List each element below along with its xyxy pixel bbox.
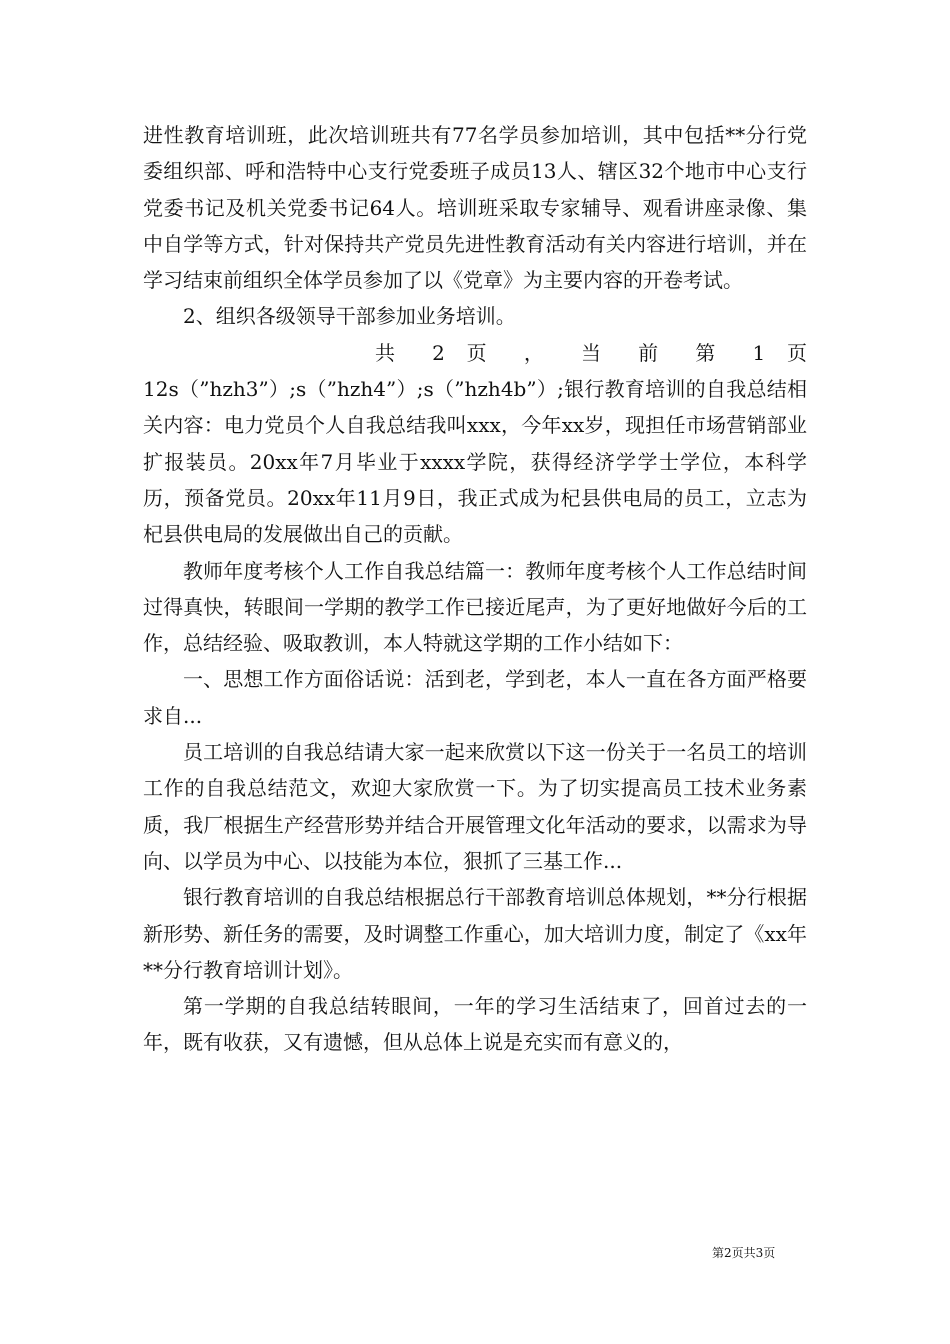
page-count-line — [143, 335, 807, 371]
paragraph: 进性教育培训班，此次培训班共有77名学员参加培训，其中包括**分行党委组织部、呼和浩特中心支行党委班子成员13人、辖区32个地市中心支行党委书记及机关党委书记64人。培训班采取专家辅导、观看讲座录像、集中自学等方式，针对保持共产党员先进性教育活动有关内容进行培训，并在学习结束前组织全体学员参加了以《党章》为主要内容的开卷考试。 — [143, 123, 807, 293]
page-count-text: 共 2 页 ， 当 前 第 1 页 — [375, 340, 807, 365]
paragraph: 银行教育培训的自我总结根据总行干部教育培训总体规划，**分行根据新形势、新任务的需要，及时调整工作重心，加大培训力度，制定了《xx年**分行教育培训计划》。 — [143, 885, 807, 982]
paragraph: 教师年度考核个人工作自我总结篇一：教师年度考核个人工作总结时间过得真快，转眼间一学期的教学工作已接近尾声，为了更好地做好今后的工作，总结经验、吸取教训，本人特就这学期的工作小结如下： — [143, 558, 807, 656]
paragraph: 12s（”hzh3”）;s（”hzh4”）;s（”hzh4b”）;银行教育培训的自我总结相关内容：电力党员个人自我总结我叫xxx，今年xx岁，现担任市场营销部业扩报装员。20xx年7月毕业于xxxx学院，获得经济学学士学位，本科学历，预备党员。20xx年11月9日，我正式成为杞县供电局的员工，立志为杞县供电局的发展做出自己的贡献。 — [143, 377, 807, 547]
paragraph: 一、思想工作方面俗话说：活到老，学到老，本人一直在各方面严格要求自... — [143, 667, 807, 728]
paragraph: 员工培训的自我总结请大家一起来欣赏以下这一份关于一名员工的培训工作的自我总结范文，欢迎大家欣赏一下。为了切实提高员工技术业务素质，我厂根据生产经营形势并结合开展管理文化年活动的要求，以需求为导向、以学员为中心、以技能为本位，狠抓了三基工作... — [143, 740, 807, 873]
body-text — [143, 117, 807, 1061]
paragraph: 2、组织各级领导干部参加业务培训。 — [183, 304, 516, 329]
page-footer: 第2页共3页 — [712, 1246, 776, 1260]
paragraph: 第一学期的自我总结转眼间，一年的学习生活结束了，回首过去的一年，既有收获，又有遗憾，但从总体上说是充实而有意义的， — [143, 994, 807, 1055]
